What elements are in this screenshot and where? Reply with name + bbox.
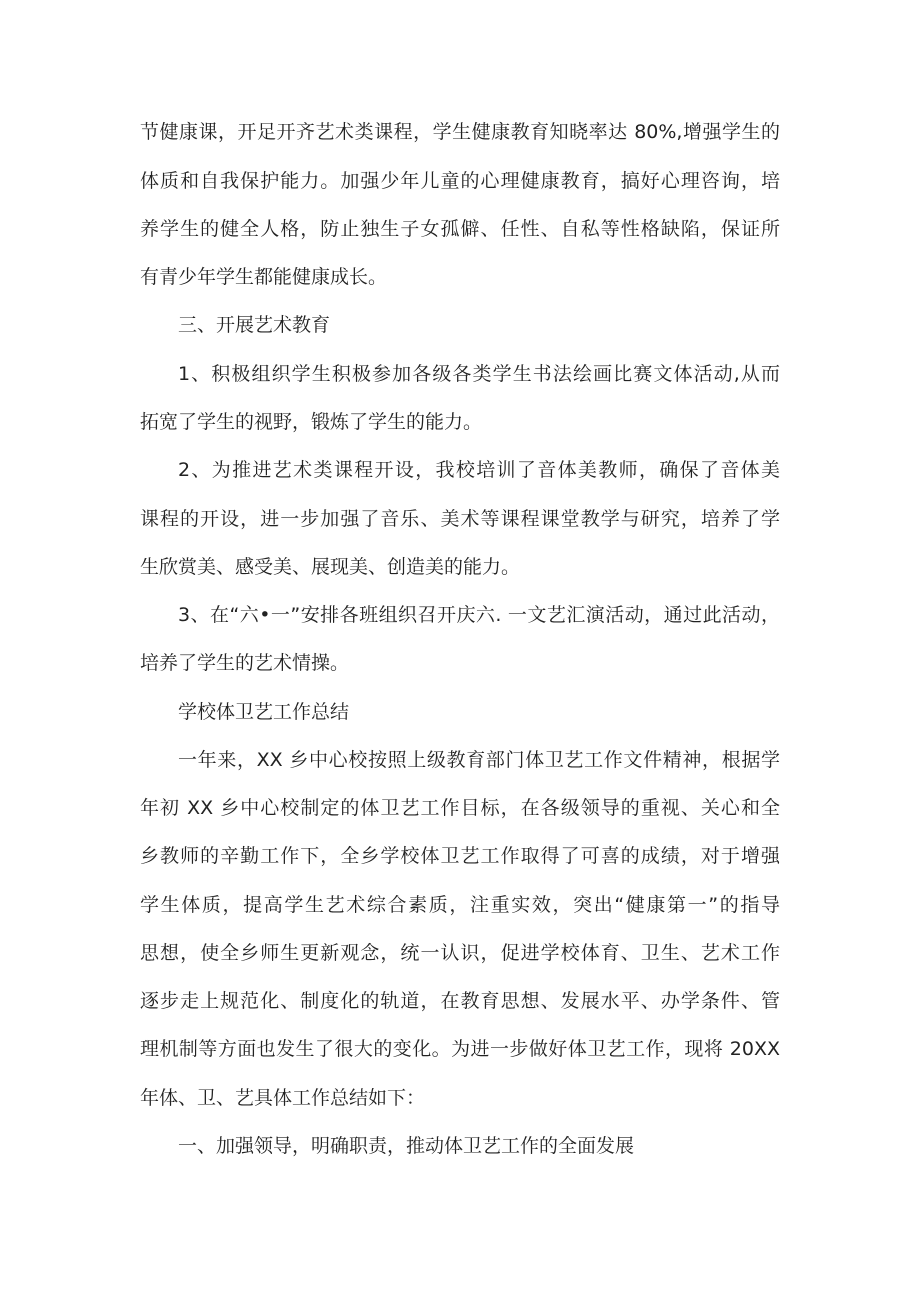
text-line-16: 乡教师的辛勤工作下，全乡学校体卫艺工作取得了可喜的成绩，对于增强: [140, 845, 780, 867]
text-line-21: 年体、卫、艺具体工作总结如下：: [140, 1087, 426, 1109]
text-line-6: 1、积极组织学生积极参加各级各类学生书法绘画比赛文体活动,从而: [178, 363, 780, 385]
section-heading-leadership: 一、加强领导，明确职责，推动体卫艺工作的全面发展: [178, 1135, 635, 1157]
text-line-7: 拓宽了学生的视野，锻炼了学生的能力。: [140, 411, 483, 433]
text-line-3: 养学生的健全人格，防止独生子女孤僻、任性、自私等性格缺陷，保证所: [140, 218, 780, 240]
text-line-4: 有青少年学生都能健康成长。: [140, 266, 388, 288]
document-title: 学校体卫艺工作总结: [178, 701, 350, 723]
text-line-20: 理机制等方面也发生了很大的变化。为进一步做好体卫艺工作，现将 20XX: [140, 1038, 780, 1060]
text-line-11: 3、在“六•一”安排各班组织召开庆六. 一文艺汇演活动，通过此活动，: [178, 604, 780, 626]
text-line-9: 课程的开设，进一步加强了音乐、美术等课程课堂教学与研究，培养了学: [140, 508, 780, 530]
text-line-12: 培养了学生的艺术情操。: [140, 652, 350, 674]
text-line-18: 思想，使全乡师生更新观念，统一认识，促进学校体育、卫生、艺术工作: [140, 942, 780, 964]
text-line-19: 逐步走上规范化、制度化的轨道，在教育思想、发展水平、办学条件、管: [140, 990, 780, 1012]
text-line-2: 体质和自我保护能力。加强少年儿童的心理健康教育，搞好心理咨询，培: [140, 170, 780, 192]
text-line-1: 节健康课，开足开齐艺术类课程，学生健康教育知晓率达 80%,增强学生的: [140, 121, 780, 143]
text-line-17: 学生体质，提高学生艺术综合素质，注重实效，突出“健康第一”的指导: [140, 894, 780, 916]
text-line-10: 生欣赏美、感受美、展现美、创造美的能力。: [140, 556, 521, 578]
section-heading-art-education: 三、开展艺术教育: [178, 314, 331, 336]
text-line-14: 一年来，XX 乡中心校按照上级教育部门体卫艺工作文件精神，根据学: [178, 749, 780, 771]
text-line-15: 年初 XX 乡中心校制定的体卫艺工作目标，在各级领导的重视、关心和全: [140, 797, 780, 819]
text-line-8: 2、为推进艺术类课程开设，我校培训了音体美教师，确保了音体美: [178, 459, 780, 481]
